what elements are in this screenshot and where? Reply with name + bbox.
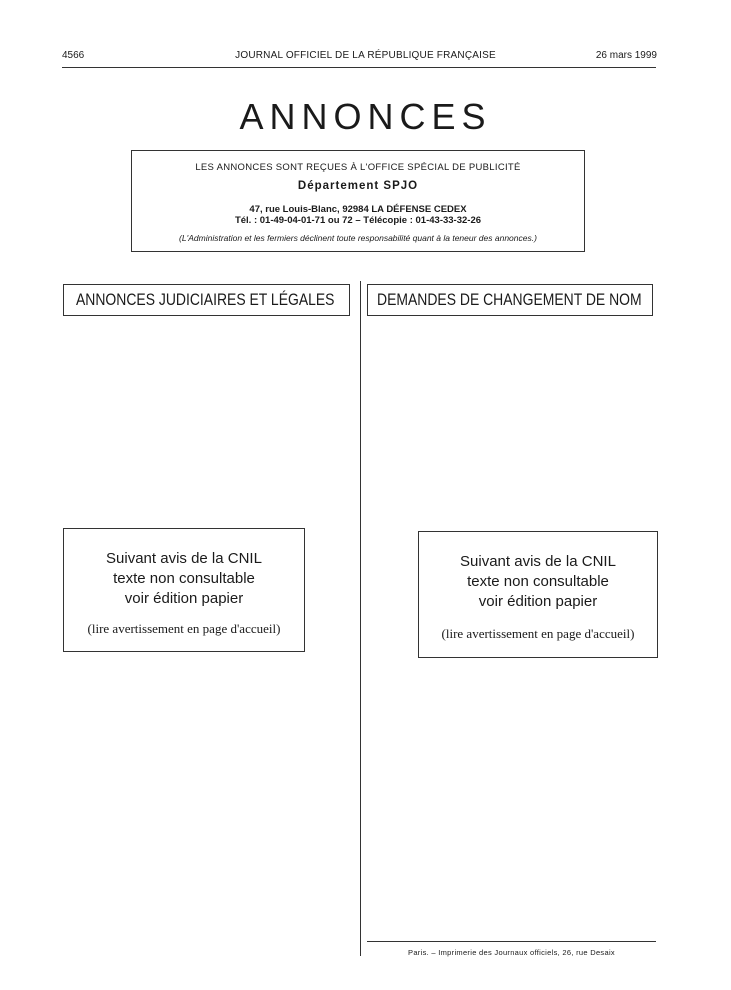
notice-right-line1: Suivant avis de la CNIL <box>460 553 616 570</box>
notice-right-line3: voir édition papier <box>478 593 598 610</box>
info-line-phone: Tél. : 01-49-04-01-71 ou 72 – Télécopie : 01-43-33-32-26 <box>234 215 482 226</box>
section-header-judicial <box>63 284 350 316</box>
header-rule <box>62 67 656 68</box>
notice-right-line2: texte non consultable <box>467 573 609 590</box>
notice-left-line3: voir édition papier <box>124 590 244 607</box>
page-number: 4566 <box>62 50 85 61</box>
notice-left-line2: texte non consultable <box>113 570 255 587</box>
section-header-name-change-label: DEMANDES DE CHANGEMENT DE NOM <box>377 290 642 309</box>
section-header-name-change <box>367 284 653 316</box>
info-line-office: LES ANNONCES SONT REÇUES À L'OFFICE SPÉCIAL DE PUBLICITÉ <box>195 162 521 173</box>
page-title: ANNONCES <box>239 96 492 137</box>
footer-rule <box>367 941 656 942</box>
info-line-address: 47, rue Louis-Blanc, 92984 LA DÉFENSE CEDEX <box>249 204 467 215</box>
journal-title: JOURNAL OFFICIEL DE LA RÉPUBLIQUE FRANÇAISE <box>235 50 496 61</box>
printer-footer: Paris. – Imprimerie des Journaux officiels, 26, rue Desaix <box>408 948 615 957</box>
info-line-department: Département SPJO <box>297 180 419 192</box>
notice-left-line1: Suivant avis de la CNIL <box>106 550 262 567</box>
notice-right-sub: (lire avertissement en page d'accueil) <box>441 626 635 641</box>
cnil-notice-right <box>418 531 658 658</box>
notice-left-sub: (lire avertissement en page d'accueil) <box>87 621 281 636</box>
section-header-judicial-label: ANNONCES JUDICIAIRES ET LÉGALES <box>76 290 335 309</box>
publicity-info-box <box>131 150 585 252</box>
info-line-disclaimer: (L'Administration et les fermiers déclinent toute responsabilité quant à la teneur des annonces.) <box>179 233 537 243</box>
issue-date: 26 mars 1999 <box>595 50 657 61</box>
cnil-notice-left <box>63 528 305 652</box>
column-divider <box>360 281 361 956</box>
